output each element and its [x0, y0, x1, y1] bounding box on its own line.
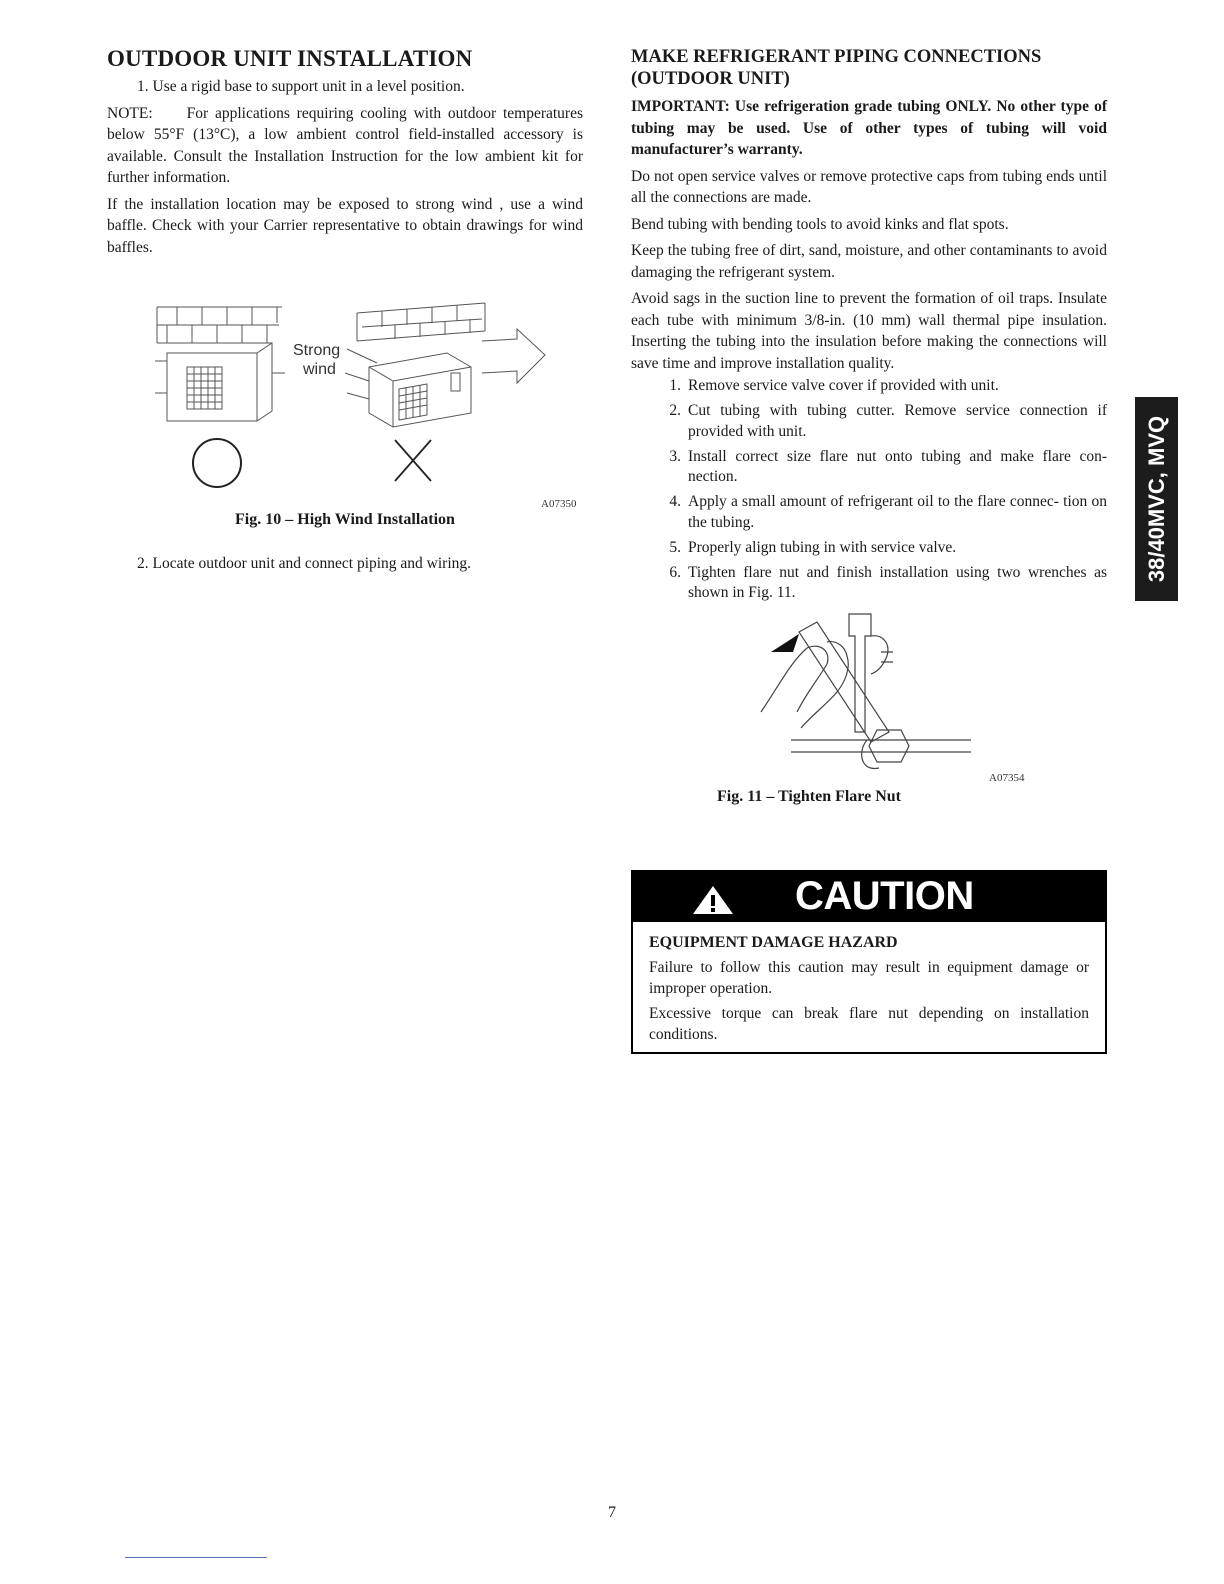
list-item: 2. Cut tubing with tubing cutter. Remove service connection if provided with unit. — [669, 402, 1107, 440]
figure-11-code: A07354 — [989, 772, 1025, 784]
step-1-rigid-base: 1. Use a rigid base to support unit in a level position. — [137, 78, 465, 95]
caution-box — [631, 870, 1107, 1054]
step-2-locate-unit: 2. Locate outdoor unit and connect piping and wiring. — [137, 555, 472, 572]
list-item: 5. Properly align tubing in with service valve. — [669, 538, 957, 556]
left-column — [107, 46, 583, 580]
figure-10-caption: Fig. 10 – High Wind Installation — [235, 511, 455, 528]
list-item: 6. Tighten flare nut and finish installation using two wrenches as shown in Fig. 11. — [669, 563, 1107, 601]
keep-tubing-clean-paragraph: Keep the tubing free of dirt, sand, moisture, and other contaminants to avoid damaging the refrigerant system. — [631, 242, 1107, 281]
correct-circle-icon — [193, 439, 241, 487]
bend-tubing-paragraph: Bend tubing with bending tools to avoid kinks and flat spots. — [631, 215, 1009, 233]
page-number: 7 — [608, 1504, 616, 1521]
figure-10 — [107, 263, 583, 538]
hazard-heading: EQUIPMENT DAMAGE HAZARD — [649, 934, 898, 951]
connection-steps-list — [631, 376, 1107, 604]
figure-11 — [631, 608, 1107, 828]
caution-header — [633, 872, 1105, 922]
piping-connections-heading — [631, 46, 1107, 90]
list-item: 4. Apply a small amount of refrigerant oil to the flare connec- tion on the tubing. — [669, 493, 1107, 531]
model-side-tab — [1135, 397, 1178, 601]
caution-body — [633, 922, 1105, 1052]
figure-10-code: A07350 — [541, 498, 577, 510]
outdoor-unit-installation-heading: OUTDOOR UNIT INSTALLATION — [107, 46, 473, 71]
caution-paragraph-2: Excessive torque can break flare nut depending on installation conditions. — [649, 1005, 1089, 1043]
model-side-tab-label: 38/40MVC, MVQ — [1143, 415, 1169, 583]
strong-wind-label-line2: wind — [303, 361, 336, 378]
caution-paragraph-1: Failure to follow this caution may result in equipment damage or improper operation. — [649, 959, 1089, 997]
avoid-sags-paragraph: Avoid sags in the suction line to prevent the formation of oil traps. Insulate each tube with minimum 3/8-in. (10 mm) wall thermal pipe insulation. Inserting the tubing into the insulation before making the connections will save time and improve installation quality. — [631, 290, 1107, 372]
figure-11-caption: Fig. 11 – Tighten Flare Nut — [716, 788, 901, 805]
note-label: NOTE: — [107, 104, 153, 122]
tighten-flare-nut-illustration — [631, 612, 1107, 782]
list-item: 1. Remove service valve cover if provided with unit. — [669, 377, 999, 394]
warning-triangle-icon — [691, 884, 735, 916]
piping-heading-line1: MAKE REFRIGERANT PIPING CONNECTIONS — [631, 47, 1042, 67]
footer-rule — [125, 1557, 267, 1558]
high-wind-illustration — [107, 263, 583, 503]
strong-wind-label-line1: Strong — [293, 342, 341, 359]
note-text: For applications requiring cooling with outdoor temperatures below 55°F (13°C), a low ambient control field-installed accessory is available. Consult the Installation Instruction for the low ambient kit for further information. — [107, 104, 583, 186]
piping-heading-line2: (OUTDOOR UNIT) — [631, 69, 790, 89]
important-text: Use refrigeration grade tubing ONLY. No other type of tubing may be used. Use of other types of tubing will void manufacturer’s warranty. — [631, 98, 1108, 158]
important-label: IMPORTANT: — [631, 98, 730, 115]
important-paragraph — [631, 96, 1107, 161]
wind-paragraph: If the installation location may be exposed to strong wind , use a wind baffle. Check with your Carrier representative to obtain drawings for wind baffles. — [107, 195, 583, 256]
right-column — [631, 46, 1107, 828]
caution-title: CAUTION — [795, 874, 974, 918]
note-paragraph — [107, 103, 583, 189]
incorrect-x-icon — [395, 440, 431, 481]
service-valves-paragraph: Do not open service valves or remove protective caps from tubing ends until all the connections are made. — [631, 167, 1107, 206]
list-item: 3. Install correct size flare nut onto tubing and make flare con- nection. — [669, 447, 1107, 485]
